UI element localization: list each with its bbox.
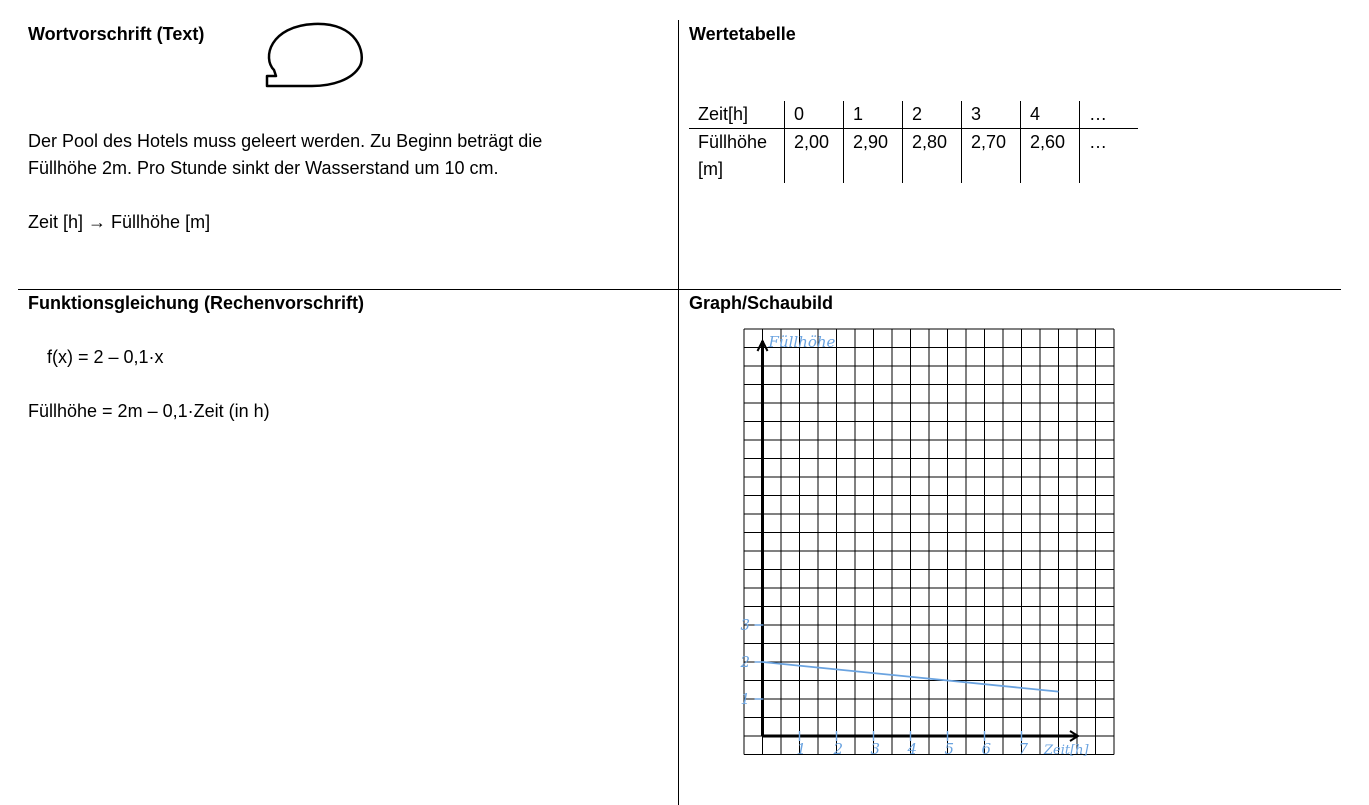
table-cell: 2,80 xyxy=(903,129,962,184)
table-cell: 3 xyxy=(962,101,1021,129)
graph-heading: Graph/Schaubild xyxy=(689,293,834,313)
x-tick-label: 6 xyxy=(981,740,992,758)
equation-formula: f(x) = 2 – 0,1·x xyxy=(47,347,164,367)
equation-heading: Funktionsgleichung (Rechenvorschrift) xyxy=(28,293,365,313)
table-cell: 2,70 xyxy=(962,129,1021,184)
table-row-header-time: Zeit[h] xyxy=(689,101,785,129)
table-cell: 4 xyxy=(1021,101,1080,129)
table-cell: 2,60 xyxy=(1021,129,1080,184)
y-tick-label: 2 xyxy=(740,653,751,671)
axis-labels xyxy=(740,333,1090,758)
word-rule-heading: Wortvorschrift (Text) xyxy=(28,24,205,44)
word-rule-line-1: Der Pool des Hotels muss geleert werden. Zu Beginn beträgt die xyxy=(28,131,543,151)
x-tick-label: 5 xyxy=(944,740,955,758)
value-table-heading: Wertetabelle xyxy=(689,24,796,44)
row-label-line-2: [m] xyxy=(698,159,723,179)
table-cell: 1 xyxy=(844,101,903,129)
table-cell: … xyxy=(1080,129,1139,184)
table-header-row xyxy=(689,101,1138,129)
table-row-header-height xyxy=(689,129,785,184)
table-cell: 2,90 xyxy=(844,129,903,184)
table-cell: … xyxy=(1080,101,1139,129)
y-axis-label: Füllhöhe xyxy=(768,333,836,351)
x-tick-label: 1 xyxy=(796,740,807,758)
row-label-line-1: Füllhöhe xyxy=(698,132,768,152)
graph-plot xyxy=(730,320,1130,790)
equation-verbal: Füllhöhe = 2m – 0,1·Zeit (in h) xyxy=(28,401,270,421)
x-tick-label: 7 xyxy=(1018,740,1029,758)
y-tick-label: 3 xyxy=(740,616,751,634)
word-rule-line-2: Füllhöhe 2m. Pro Stunde sinkt der Wasserstand um 10 cm. xyxy=(28,158,499,178)
table-cell: 0 xyxy=(785,101,844,129)
grid xyxy=(744,329,1114,755)
horizontal-divider xyxy=(18,289,1341,290)
table-data-row xyxy=(689,129,1138,184)
table-cell: 2,00 xyxy=(785,129,844,184)
table-cell: 2 xyxy=(903,101,962,129)
x-tick-label: 3 xyxy=(870,740,881,758)
word-rule-mapping: Zeit [h] → Füllhöhe [m] xyxy=(28,212,211,232)
y-tick-label: 1 xyxy=(740,690,751,708)
vertical-divider xyxy=(678,20,679,805)
speech-bubble-icon xyxy=(262,18,372,90)
x-tick-label: 2 xyxy=(833,740,844,758)
x-axis-label: Zeit[h] xyxy=(1044,743,1089,758)
x-tick-label: 4 xyxy=(907,740,918,758)
value-table xyxy=(689,101,1138,183)
